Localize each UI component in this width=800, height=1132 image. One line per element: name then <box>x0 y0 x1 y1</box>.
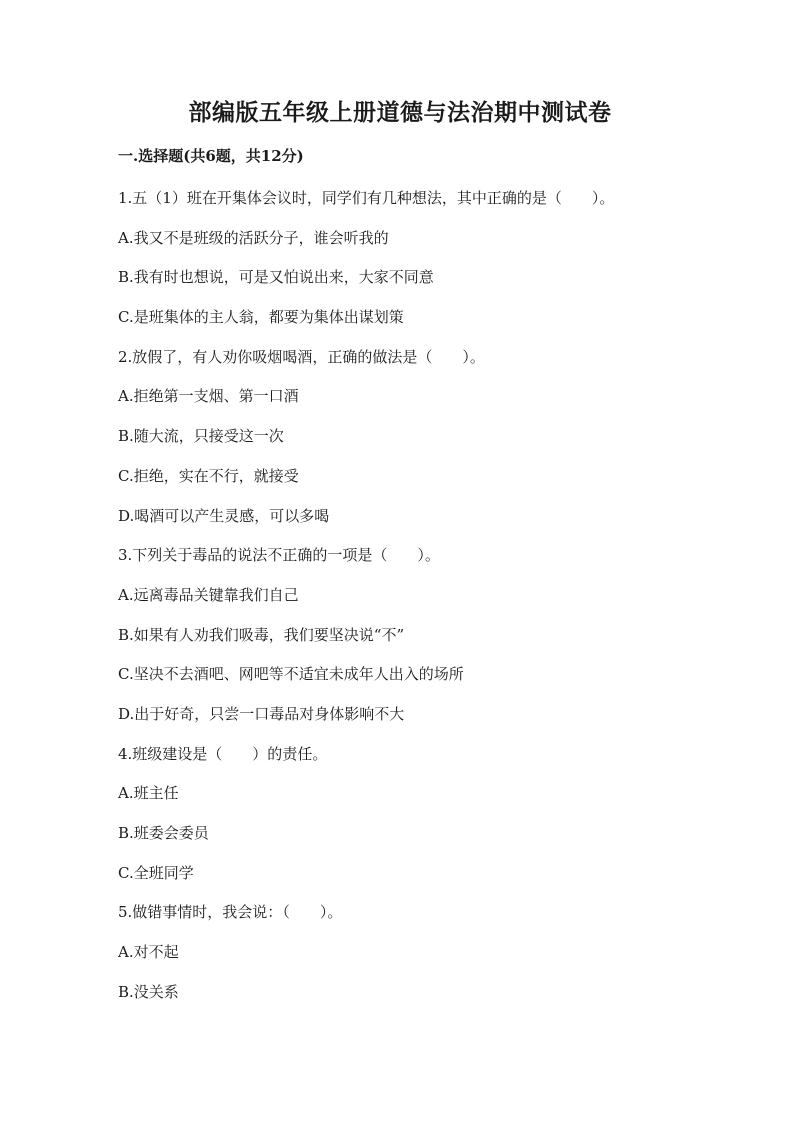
question-1: 1.五（1）班在开集体会议时，同学们有几种想法，其中正确的是（ ）。 <box>118 189 615 207</box>
question-4: 4.班级建设是（ ）的责任。 <box>118 744 328 763</box>
question-list <box>118 183 758 1016</box>
q4-option-b: B.班委会委员 <box>118 824 209 842</box>
q1-option-b: B.我有时也想说，可是又怕说出来，大家不同意 <box>118 268 434 287</box>
question-3: 3.下列关于毒品的说法不正确的一项是（ ）。 <box>118 546 440 565</box>
q5-option-a: A.对不起 <box>118 943 179 962</box>
q3-option-a: A.远离毒品关键靠我们自己 <box>118 585 299 604</box>
q3-option-d: D.出于好奇，只尝一口毒品对身体影响不大 <box>118 704 405 723</box>
q2-option-c: C.拒绝，实在不行，就接受 <box>118 466 299 485</box>
q1-option-c: C.是班集体的主人翁，都要为集体出谋划策 <box>118 308 404 327</box>
q2-option-a: A.拒绝第一支烟、第一口酒 <box>118 387 299 406</box>
q1-option-a: A.我又不是班级的活跃分子，谁会听我的 <box>118 228 389 247</box>
page-title: 部编版五年级上册道德与法治期中测试卷 <box>188 99 612 126</box>
section-heading: 一.选择题(共6题，共12分) <box>118 147 304 165</box>
question-2: 2.放假了，有人劝你吸烟喝酒，正确的做法是（ ）。 <box>118 347 485 366</box>
q2-option-b: B.随大流，只接受这一次 <box>118 427 284 446</box>
question-5: 5.做错事情时，我会说：（ ）。 <box>118 903 343 922</box>
q3-option-c: C.坚决不去酒吧、网吧等不适宜未成年人出入的场所 <box>118 665 464 684</box>
q2-option-d: D.喝酒可以产生灵感，可以多喝 <box>118 506 330 525</box>
q3-option-b: B.如果有人劝我们吸毒，我们要坚决说“不” <box>118 625 405 644</box>
q4-option-c: C.全班同学 <box>118 863 194 882</box>
q5-option-b: B.没关系 <box>118 982 179 1001</box>
q4-option-a: A.班主任 <box>118 784 179 803</box>
